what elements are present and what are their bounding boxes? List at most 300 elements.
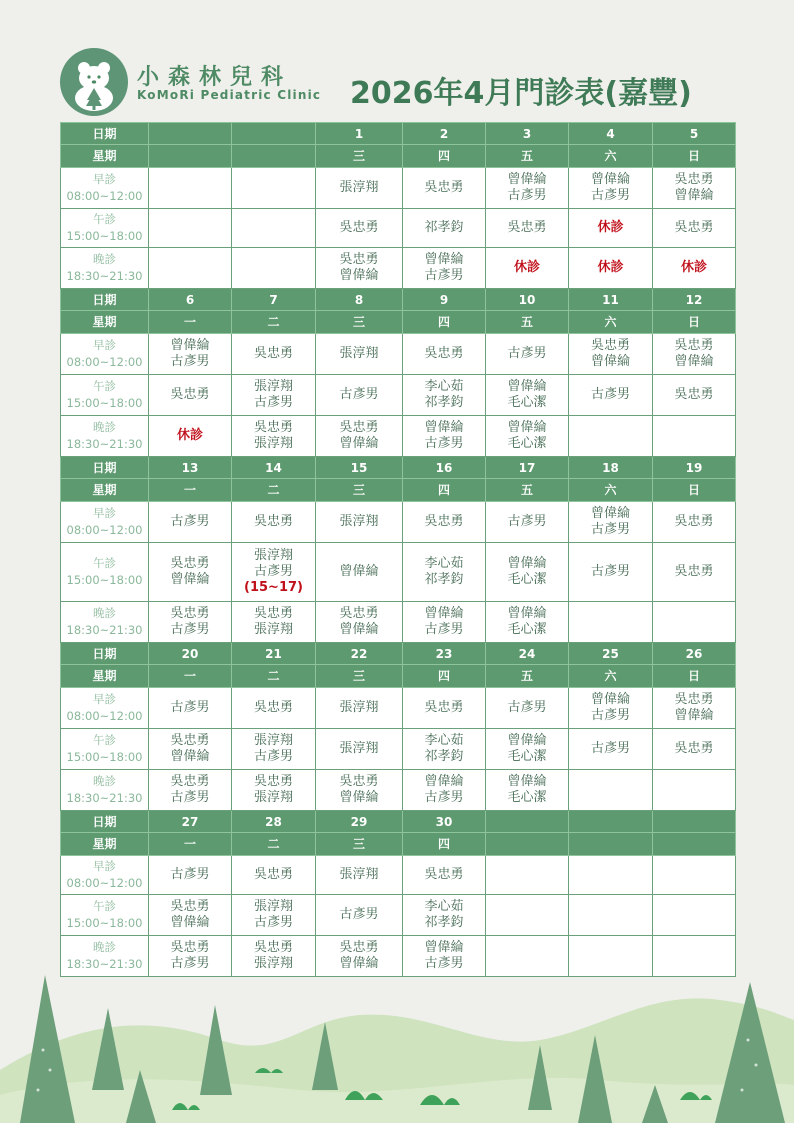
weekday-label: 星期 (61, 479, 149, 502)
schedule-cell (316, 895, 403, 936)
weekday-cell: 四 (403, 311, 486, 334)
slot-time: 15:00~18:00 (66, 396, 143, 410)
slot-time: 08:00~12:00 (66, 876, 143, 890)
doctor-name: 曾偉綸 (339, 956, 379, 971)
slot-time: 08:00~12:00 (66, 189, 143, 203)
slot-time: 15:00~18:00 (66, 573, 143, 587)
slot-time: 08:00~12:00 (66, 709, 143, 723)
slot-row (61, 543, 736, 602)
date-cell: 3 (486, 123, 569, 145)
weekday-cell: 一 (149, 311, 232, 334)
doctor-name: 張淳翔 (253, 379, 293, 394)
doctor-name: 祁孝鈞 (424, 572, 464, 587)
doctor-name: 毛心潔 (507, 622, 547, 637)
schedule-cell (653, 334, 736, 375)
doctor-name: 吳忠勇 (507, 220, 547, 235)
schedule-cell (403, 209, 486, 248)
doctor-name: 吳忠勇 (170, 387, 210, 402)
schedule-cell (403, 502, 486, 543)
doctor-name: 古彥男 (170, 867, 210, 882)
schedule-cell (316, 209, 403, 248)
schedule-cell (232, 543, 316, 602)
schedule-cell (569, 602, 653, 643)
schedule-cell (653, 729, 736, 770)
slot-row (61, 502, 736, 543)
doctor-name: 吳忠勇 (674, 564, 714, 579)
weekday-cell (232, 145, 316, 168)
clinic-logo (60, 48, 128, 116)
slot-name: 晚診 (93, 606, 116, 620)
doctor-name: 古彥男 (253, 564, 293, 579)
doctor-name: 曾偉綸 (674, 708, 714, 723)
doctor-name: 毛心潔 (507, 395, 547, 410)
date-cell: 13 (149, 457, 232, 479)
weekday-cell: 三 (316, 833, 403, 856)
slot-label (61, 375, 149, 416)
weekday-cell (569, 833, 653, 856)
doctor-name: 吳忠勇 (170, 940, 210, 955)
schedule-cell (403, 416, 486, 457)
schedule-cell (569, 375, 653, 416)
doctor-name: 曾偉綸 (424, 940, 464, 955)
doctor-name: 古彥男 (339, 907, 379, 922)
date-cell: 1 (316, 123, 403, 145)
doctor-name: 李心茹 (424, 556, 464, 571)
doctor-name: 曾偉綸 (339, 622, 379, 637)
weekday-cell: 三 (316, 479, 403, 502)
date-cell: 30 (403, 811, 486, 833)
hours-note: (15~17) (244, 580, 303, 595)
date-cell (653, 811, 736, 833)
doctor-name: 祁孝鈞 (424, 395, 464, 410)
slot-time: 15:00~18:00 (66, 750, 143, 764)
weekday-cell: 一 (149, 665, 232, 688)
doctor-name: 吳忠勇 (339, 774, 379, 789)
slot-label (61, 856, 149, 895)
weekday-cell: 日 (653, 145, 736, 168)
doctor-name: 曾偉綸 (339, 436, 379, 451)
schedule-cell (403, 602, 486, 643)
clinic-name-english: KoMoRi Pediatric Clinic (137, 88, 322, 102)
doctor-name: 古彥男 (590, 708, 630, 723)
schedule-cell (232, 248, 316, 289)
schedule-cell (232, 688, 316, 729)
slot-label (61, 602, 149, 643)
slot-name: 早診 (93, 172, 116, 186)
doctor-name: 李心茹 (424, 379, 464, 394)
weekday-cell: 六 (569, 665, 653, 688)
date-cell: 23 (403, 643, 486, 665)
doctor-name: 曾偉綸 (507, 379, 547, 394)
schedule-cell (569, 856, 653, 895)
slot-time: 18:30~21:30 (66, 791, 143, 805)
weekday-cell: 五 (486, 311, 569, 334)
doctor-name: 吳忠勇 (170, 556, 210, 571)
schedule-cell (569, 729, 653, 770)
slot-row (61, 168, 736, 209)
doctor-name: 古彥男 (424, 622, 464, 637)
date-cell: 11 (569, 289, 653, 311)
date-cell: 19 (653, 457, 736, 479)
weekday-cell (149, 145, 232, 168)
schedule-cell (403, 168, 486, 209)
schedule-cell (569, 543, 653, 602)
doctor-name: 曾偉綸 (674, 354, 714, 369)
schedule-cell (149, 895, 232, 936)
doctor-name: 古彥男 (507, 188, 547, 203)
slot-row (61, 375, 736, 416)
date-cell: 4 (569, 123, 653, 145)
doctor-name: 古彥男 (507, 346, 547, 361)
schedule-cell (232, 375, 316, 416)
closed-label: 休診 (176, 428, 203, 443)
doctor-name: 古彥男 (590, 564, 630, 579)
doctor-name: 吳忠勇 (590, 338, 630, 353)
weekday-row (61, 479, 736, 502)
weekday-cell: 二 (232, 479, 316, 502)
doctor-name: 曾偉綸 (424, 606, 464, 621)
doctor-name: 張淳翔 (339, 741, 379, 756)
date-cell: 22 (316, 643, 403, 665)
schedule-cell (149, 602, 232, 643)
doctor-name: 古彥男 (170, 700, 210, 715)
schedule-cell (149, 209, 232, 248)
slot-name: 晚診 (93, 420, 116, 434)
schedule-cell (149, 248, 232, 289)
schedule-cell (232, 856, 316, 895)
doctor-name: 毛心潔 (507, 749, 547, 764)
date-cell: 21 (232, 643, 316, 665)
schedule-cell (569, 248, 653, 289)
slot-name: 晚診 (93, 940, 116, 954)
date-cell: 6 (149, 289, 232, 311)
slot-name: 早診 (93, 692, 116, 706)
schedule-cell (486, 334, 569, 375)
closed-label: 休診 (513, 260, 540, 275)
doctor-name: 吳忠勇 (339, 940, 379, 955)
schedule-cell (403, 688, 486, 729)
date-cell: 29 (316, 811, 403, 833)
schedule-cell (486, 856, 569, 895)
schedule-cell (149, 168, 232, 209)
date-cell: 5 (653, 123, 736, 145)
date-row (61, 643, 736, 665)
doctor-name: 古彥男 (170, 354, 210, 369)
date-label: 日期 (61, 457, 149, 479)
schedule-cell (653, 688, 736, 729)
doctor-name: 曾偉綸 (424, 420, 464, 435)
slot-time: 18:30~21:30 (66, 623, 143, 637)
schedule-cell (486, 502, 569, 543)
schedule-cell (232, 209, 316, 248)
slot-label (61, 502, 149, 543)
doctor-name: 曾偉綸 (507, 556, 547, 571)
slot-name: 早診 (93, 859, 116, 873)
schedule-cell (149, 856, 232, 895)
slot-row (61, 729, 736, 770)
schedule-cell (486, 895, 569, 936)
doctor-name: 曾偉綸 (170, 338, 210, 353)
doctor-name: 吳忠勇 (253, 514, 293, 529)
doctor-name: 曾偉綸 (424, 252, 464, 267)
doctor-name: 古彥男 (424, 956, 464, 971)
schedule-cell (403, 729, 486, 770)
weekday-cell: 三 (316, 665, 403, 688)
slot-row (61, 248, 736, 289)
schedule-cell (316, 856, 403, 895)
slot-label (61, 895, 149, 936)
schedule-cell (569, 502, 653, 543)
slot-name: 晚診 (93, 252, 116, 266)
date-label: 日期 (61, 123, 149, 145)
schedule-cell (653, 895, 736, 936)
schedule-cell (569, 209, 653, 248)
doctor-name: 張淳翔 (253, 790, 293, 805)
doctor-name: 曾偉綸 (507, 733, 547, 748)
schedule-cell (149, 688, 232, 729)
closed-label: 休診 (597, 220, 624, 235)
slot-label (61, 770, 149, 811)
weekday-label: 星期 (61, 311, 149, 334)
weekday-cell: 五 (486, 479, 569, 502)
schedule-cell (486, 416, 569, 457)
slot-row (61, 209, 736, 248)
doctor-name: 張淳翔 (253, 622, 293, 637)
schedule-cell (232, 602, 316, 643)
slot-label (61, 729, 149, 770)
schedule-cell (569, 334, 653, 375)
doctor-name: 吳忠勇 (253, 606, 293, 621)
slot-time: 15:00~18:00 (66, 229, 143, 243)
weekday-cell: 四 (403, 479, 486, 502)
weekday-cell: 二 (232, 665, 316, 688)
schedule-cell (403, 856, 486, 895)
doctor-name: 古彥男 (170, 790, 210, 805)
weekday-row (61, 145, 736, 168)
slot-row (61, 416, 736, 457)
weekday-cell: 日 (653, 479, 736, 502)
doctor-name: 吳忠勇 (253, 940, 293, 955)
schedule-cell (149, 770, 232, 811)
schedule-cell (569, 416, 653, 457)
doctor-name: 古彥男 (590, 522, 630, 537)
weekday-cell: 六 (569, 479, 653, 502)
doctor-name: 毛心潔 (507, 790, 547, 805)
doctor-name: 古彥男 (590, 387, 630, 402)
doctor-name: 吳忠勇 (674, 172, 714, 187)
schedule-cell (653, 856, 736, 895)
schedule-cell (653, 375, 736, 416)
doctor-name: 吳忠勇 (674, 692, 714, 707)
doctor-name: 吳忠勇 (253, 867, 293, 882)
schedule-cell (486, 168, 569, 209)
schedule-cell (316, 543, 403, 602)
doctor-name: 吳忠勇 (674, 220, 714, 235)
slot-time: 18:30~21:30 (66, 437, 143, 451)
schedule-cell (149, 375, 232, 416)
doctor-name: 張淳翔 (339, 346, 379, 361)
doctor-name: 張淳翔 (339, 700, 379, 715)
schedule-cell (149, 334, 232, 375)
schedule-cell (403, 334, 486, 375)
doctor-name: 張淳翔 (339, 514, 379, 529)
date-cell: 15 (316, 457, 403, 479)
weekday-cell: 二 (232, 833, 316, 856)
weekday-cell: 四 (403, 833, 486, 856)
doctor-name: 吳忠勇 (170, 733, 210, 748)
schedule-cell (316, 334, 403, 375)
schedule-cell (569, 688, 653, 729)
doctor-name: 吳忠勇 (253, 774, 293, 789)
schedule-cell (232, 168, 316, 209)
slot-label (61, 248, 149, 289)
doctor-name: 祁孝鈞 (424, 915, 464, 930)
schedule-cell (486, 375, 569, 416)
doctor-name: 吳忠勇 (170, 606, 210, 621)
date-cell: 26 (653, 643, 736, 665)
doctor-name: 曾偉綸 (339, 564, 379, 579)
slot-label (61, 209, 149, 248)
date-cell: 27 (149, 811, 232, 833)
doctor-name: 曾偉綸 (590, 692, 630, 707)
schedule-cell (486, 248, 569, 289)
slot-label (61, 688, 149, 729)
doctor-name: 曾偉綸 (339, 790, 379, 805)
doctor-name: 古彥男 (424, 790, 464, 805)
doctor-name: 吳忠勇 (674, 338, 714, 353)
weekday-cell: 五 (486, 665, 569, 688)
doctor-name: 張淳翔 (253, 436, 293, 451)
weekday-label: 星期 (61, 665, 149, 688)
doctor-name: 吳忠勇 (674, 387, 714, 402)
schedule-cell (486, 688, 569, 729)
weekday-cell: 日 (653, 665, 736, 688)
schedule-cell (403, 543, 486, 602)
date-label: 日期 (61, 811, 149, 833)
doctor-name: 曾偉綸 (339, 268, 379, 283)
doctor-name: 吳忠勇 (253, 346, 293, 361)
doctor-name: 吳忠勇 (339, 252, 379, 267)
doctor-name: 古彥男 (253, 395, 293, 410)
slot-row (61, 334, 736, 375)
slot-name: 午診 (93, 733, 116, 747)
slot-name: 早診 (93, 338, 116, 352)
weekday-cell (486, 833, 569, 856)
doctor-name: 張淳翔 (253, 899, 293, 914)
weekday-row (61, 311, 736, 334)
date-cell: 20 (149, 643, 232, 665)
doctor-name: 曾偉綸 (507, 172, 547, 187)
weekday-cell: 三 (316, 145, 403, 168)
date-label: 日期 (61, 643, 149, 665)
doctor-name: 祁孝鈞 (424, 220, 464, 235)
doctor-name: 毛心潔 (507, 572, 547, 587)
schedule-cell (569, 168, 653, 209)
slot-name: 晚診 (93, 774, 116, 788)
doctor-name: 吳忠勇 (424, 700, 464, 715)
schedule-cell (149, 729, 232, 770)
date-cell: 7 (232, 289, 316, 311)
weekday-cell: 三 (316, 311, 403, 334)
doctor-name: 古彥男 (507, 514, 547, 529)
date-cell: 10 (486, 289, 569, 311)
schedule-cell (653, 248, 736, 289)
doctor-name: 古彥男 (170, 956, 210, 971)
date-cell (232, 123, 316, 145)
date-cell: 8 (316, 289, 403, 311)
slot-label (61, 334, 149, 375)
doctor-name: 吳忠勇 (339, 420, 379, 435)
schedule-cell (569, 895, 653, 936)
schedule-cell (486, 602, 569, 643)
weekday-cell: 一 (149, 833, 232, 856)
weekday-row (61, 833, 736, 856)
slot-time: 08:00~12:00 (66, 523, 143, 537)
slot-row (61, 688, 736, 729)
date-cell: 28 (232, 811, 316, 833)
schedule-cell (232, 416, 316, 457)
schedule-cell (486, 543, 569, 602)
schedule-cell (569, 770, 653, 811)
schedule-cell (316, 416, 403, 457)
weekday-cell: 二 (232, 311, 316, 334)
doctor-name: 祁孝鈞 (424, 749, 464, 764)
doctor-name: 古彥男 (170, 622, 210, 637)
date-row (61, 289, 736, 311)
weekday-cell: 四 (403, 145, 486, 168)
doctor-name: 吳忠勇 (339, 220, 379, 235)
slot-name: 午診 (93, 899, 116, 913)
date-cell: 9 (403, 289, 486, 311)
schedule-cell (232, 770, 316, 811)
date-cell: 16 (403, 457, 486, 479)
doctor-name: 張淳翔 (253, 733, 293, 748)
slot-label (61, 543, 149, 602)
doctor-name: 吳忠勇 (424, 867, 464, 882)
schedule-cell (149, 502, 232, 543)
date-cell: 18 (569, 457, 653, 479)
schedule-cell (653, 770, 736, 811)
doctor-name: 古彥男 (339, 387, 379, 402)
forest-scenery (0, 960, 794, 1123)
doctor-name: 吳忠勇 (170, 899, 210, 914)
schedule-cell (653, 602, 736, 643)
schedule-cell (316, 770, 403, 811)
weekday-cell: 四 (403, 665, 486, 688)
schedule-cell (403, 375, 486, 416)
doctor-name: 吳忠勇 (424, 180, 464, 195)
date-cell: 24 (486, 643, 569, 665)
doctor-name: 張淳翔 (339, 180, 379, 195)
date-cell: 17 (486, 457, 569, 479)
doctor-name: 曾偉綸 (507, 420, 547, 435)
weekday-label: 星期 (61, 833, 149, 856)
schedule-cell (232, 334, 316, 375)
schedule-cell (232, 895, 316, 936)
slot-row (61, 770, 736, 811)
date-cell: 12 (653, 289, 736, 311)
weekday-cell: 一 (149, 479, 232, 502)
doctor-name: 吳忠勇 (424, 346, 464, 361)
doctor-name: 古彥男 (590, 741, 630, 756)
weekday-label: 星期 (61, 145, 149, 168)
schedule-cell (149, 543, 232, 602)
slot-row (61, 602, 736, 643)
schedule-cell (486, 209, 569, 248)
doctor-name: 吳忠勇 (674, 741, 714, 756)
date-cell: 25 (569, 643, 653, 665)
schedule-cell (232, 502, 316, 543)
